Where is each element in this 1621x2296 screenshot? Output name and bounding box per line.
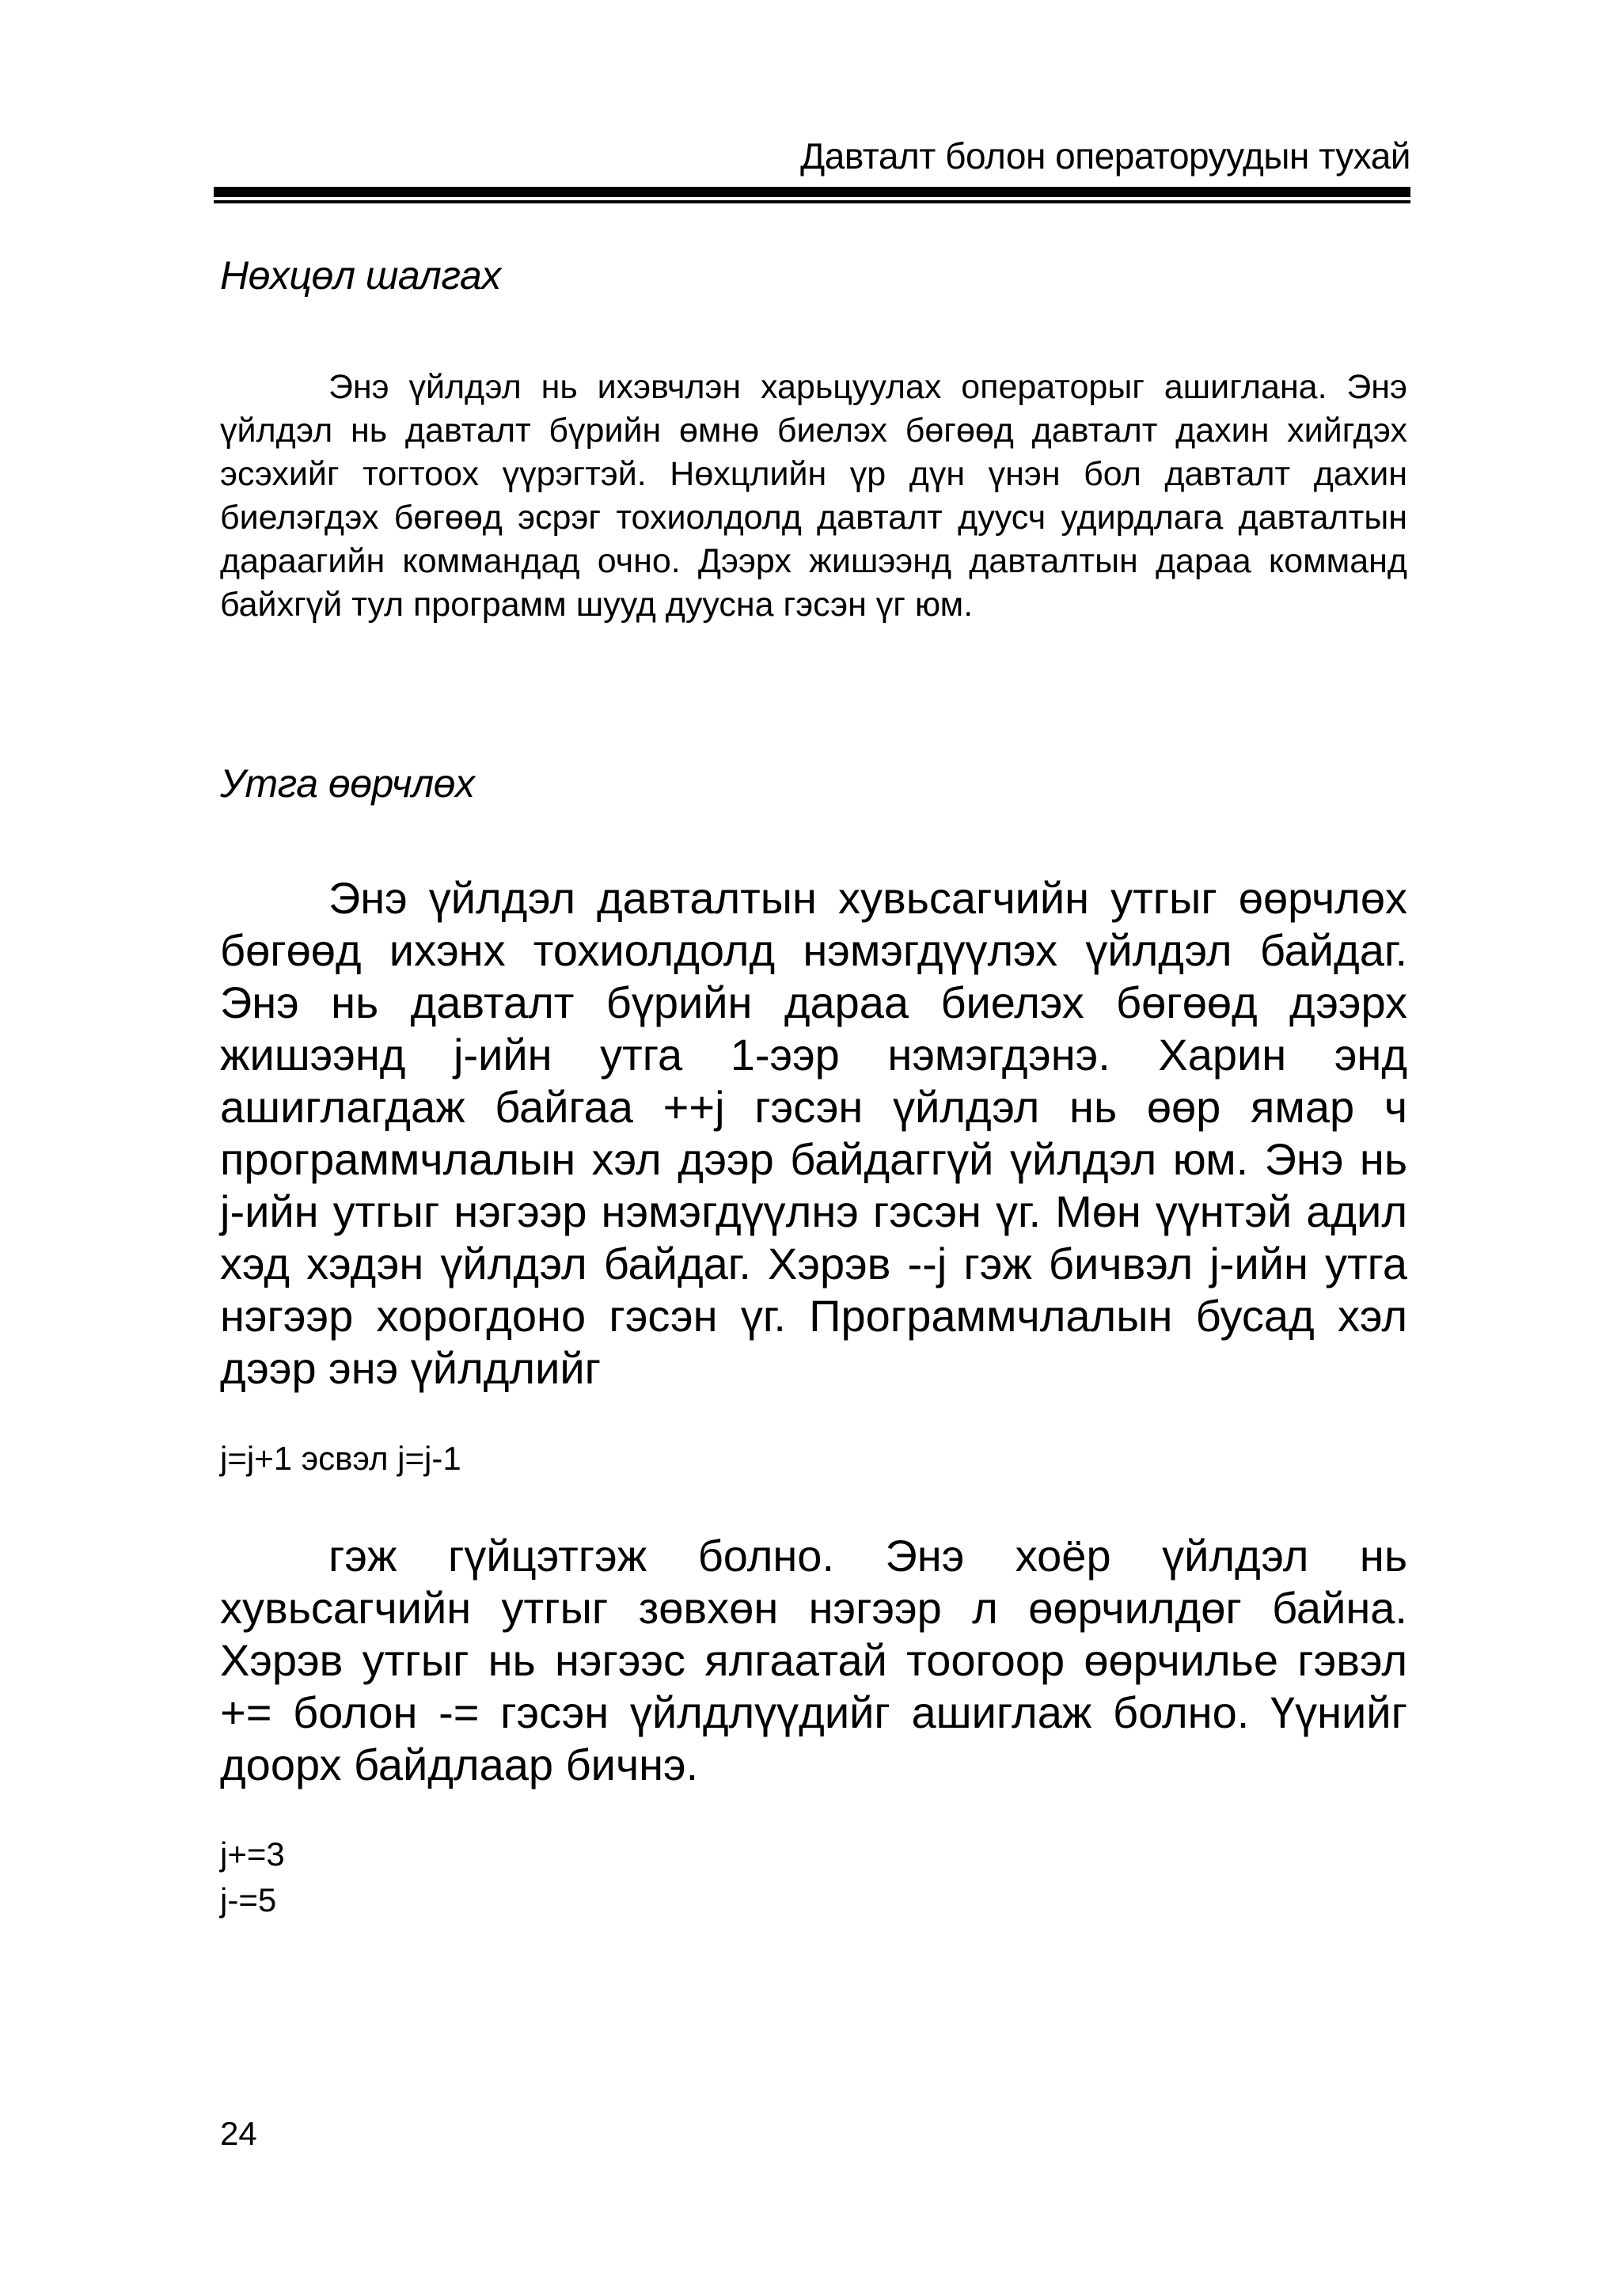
code-line-increment: j+=3 <box>220 1835 285 1873</box>
section-heading-value-change: Утга өөрчлөх <box>220 761 475 806</box>
section-paragraph-condition-check: Энэ үйлдэл нь ихэвчлэн харьцуулах операторыг ашиглана. Энэ үйлдэл нь давталт бүрийн өмнө биелэх бөгөөд давталт дахин хийгдэх эсэхийг тогтоох үүрэгтэй. Нөхцлийн үр дүн үнэн бол давталт дахин биелэгдэх бөгөөд эсрэг тохиолдолд давталт дуусч удирдлага давталтын дараагийн коммандад очно. Дээрх жишээнд давталтын дараа комманд байхгүй тул программ шууд дуусна гэсэн үг юм. <box>220 368 1407 624</box>
code-example-line: j=j+1 эсвэл j=j-1 <box>220 1440 461 1477</box>
section-paragraph-value-change: Энэ үйлдэл давталтын хувьсагчийн утгыг өөрчлөх бөгөөд ихэнх тохиолдолд нэмэгдүүлэх үйлдэл байдаг. Энэ нь давталт бүрийн дараа биелэх бөгөөд дээрх жишээнд j-ийн утга 1-ээр нэмэгдэнэ. Харин энд ашиглагдаж байгаа ++j гэсэн үйлдэл нь өөр ямар ч программчлалын хэл дээр байдаггүй үйлдэл юм. Энэ нь j-ийн утгыг нэгээр нэмэгдүүлнэ гэсэн үг. Мөн үүнтэй адил хэд хэдэн үйлдэл байдаг. Хэрэв --j гэж бичвэл j-ийн утга нэгээр хорогдоно гэсэн үг. Программчлалын бусад хэл дээр энэ үйлдлийг <box>220 873 1407 1393</box>
header-rule-thick <box>214 187 1410 197</box>
section-heading-condition-check: Нөхцөл шалгах <box>220 253 501 298</box>
section-paragraph-continuation: гэж гүйцэтгэж болно. Энэ хоёр үйлдэл нь хувьсагчийн утгыг зөвхөн нэгээр л өөрчилдөг байна. Хэрэв утгыг нь нэгээс ялгаатай тоогоор өөрчилье гэвэл += болон -= гэсэн үйлдлүүдийг ашиглаж болно. Үүнийг доорх байдлаар бичнэ. <box>220 1531 1407 1789</box>
header-rule-thin <box>214 200 1410 203</box>
page-number: 24 <box>220 2115 257 2152</box>
code-line-decrement: j-=5 <box>220 1881 277 1918</box>
running-header-title: Давталт болон операторуудын тухай <box>800 135 1410 176</box>
